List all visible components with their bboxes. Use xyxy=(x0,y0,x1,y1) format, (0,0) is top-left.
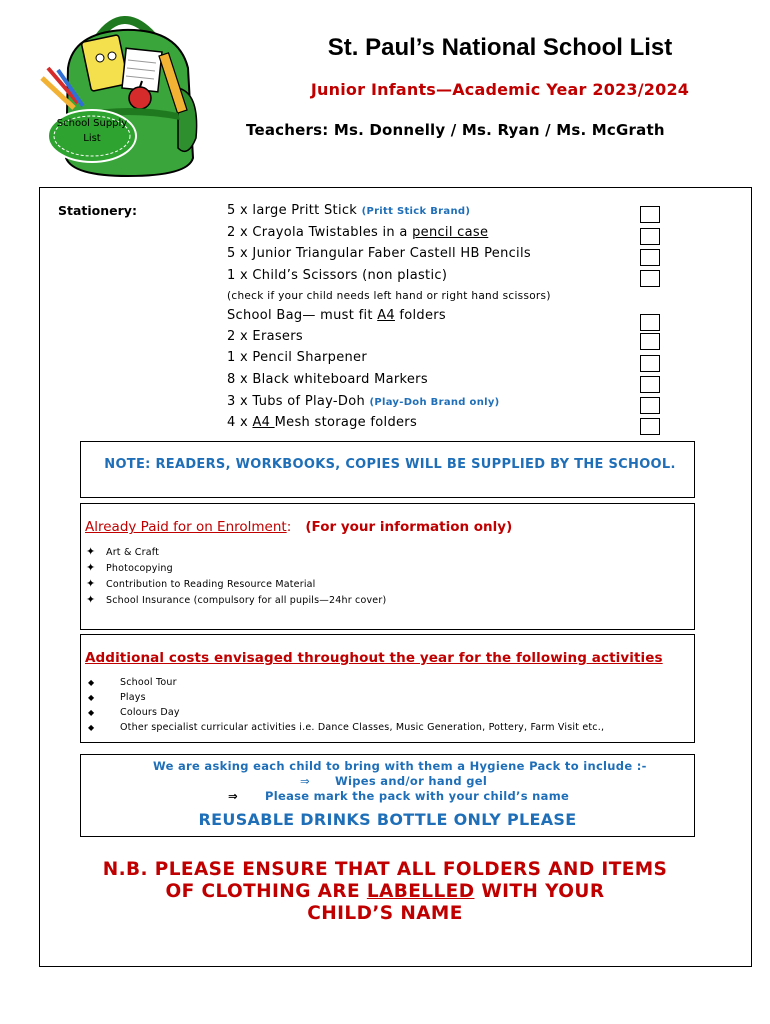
hygiene-text: Please mark the pack with your child’s name xyxy=(265,789,570,803)
arrow-right-icon: ⇒ xyxy=(228,789,238,803)
paid-heading xyxy=(85,519,512,535)
item-text: 2 x Erasers xyxy=(227,329,303,344)
item-checkbox[interactable] xyxy=(640,355,660,372)
star-bullet-icon: ✦ xyxy=(86,593,96,606)
list-item xyxy=(86,545,159,558)
list-item xyxy=(227,350,367,365)
note-text: NOTE: READERS, WORKBOOKS, COPIES WILL BE SUPPLIED BY THE SCHOOL. xyxy=(104,457,676,472)
list-item xyxy=(227,308,446,323)
list-item xyxy=(227,394,500,409)
item-checkbox[interactable] xyxy=(640,270,660,287)
item-text: School Bag— must fit xyxy=(227,308,378,323)
list-item xyxy=(86,593,386,606)
item-brand: (Pritt Stick Brand) xyxy=(361,206,471,217)
item-text: Art & Craft xyxy=(106,547,160,558)
item-text: School Tour xyxy=(120,677,177,688)
list-item xyxy=(227,415,417,430)
paid-heading-colon: : xyxy=(286,519,292,535)
list-item xyxy=(227,268,447,283)
list-item xyxy=(86,577,316,590)
class-subtitle: Junior Infants—Academic Year 2023/2024 xyxy=(310,80,690,99)
nb-text: WITH YOUR xyxy=(474,881,605,902)
item-text: 3 x Tubs of Play-Doh xyxy=(227,394,366,409)
item-text: 5 x large Pritt Stick xyxy=(227,203,358,218)
diamond-bullet-icon: ◆ xyxy=(88,708,95,717)
logo-badge-text xyxy=(42,116,142,146)
item-checkbox[interactable] xyxy=(640,314,660,331)
item-text: 4 x xyxy=(227,415,253,430)
hygiene-line-1 xyxy=(300,774,487,788)
item-text: Photocopying xyxy=(106,563,173,574)
item-underlined: A4 xyxy=(252,415,275,430)
item-text: Mesh storage folders xyxy=(274,415,418,430)
star-bullet-icon: ✦ xyxy=(86,545,96,558)
item-checkbox[interactable] xyxy=(640,397,660,414)
item-text: 1 x Pencil Sharpener xyxy=(227,350,367,365)
nb-line-1: N.B. PLEASE ENSURE THAT ALL FOLDERS AND ITEMS xyxy=(102,859,668,880)
nb-line-3: CHILD’S NAME xyxy=(307,903,463,924)
item-text: 2 x Crayola Twistables in a xyxy=(227,225,413,240)
nb-text: OF CLOTHING ARE xyxy=(165,881,367,902)
diamond-bullet-icon: ◆ xyxy=(88,723,95,732)
diamond-bullet-icon: ◆ xyxy=(88,693,95,702)
stationery-label: Stationery: xyxy=(58,203,137,218)
additional-heading: Additional costs envisaged throughout the year for the following activities xyxy=(85,650,663,666)
item-checkbox[interactable] xyxy=(640,249,660,266)
list-item xyxy=(88,722,604,733)
item-text: folders xyxy=(394,308,446,323)
hygiene-line-2 xyxy=(228,789,569,803)
list-item xyxy=(227,246,531,261)
item-text: School Insurance (compulsory for all pupils—24hr cover) xyxy=(106,595,387,606)
logo-line-2: List xyxy=(83,133,101,144)
logo-line-1: School Supply xyxy=(56,118,128,129)
reusable-bottle-notice: REUSABLE DRINKS BOTTLE ONLY PLEASE xyxy=(198,810,577,829)
list-item xyxy=(227,372,428,387)
item-underlined: A4 xyxy=(377,308,395,323)
item-underlined: pencil case xyxy=(412,225,489,240)
list-item xyxy=(88,677,177,688)
item-text: (check if your child needs left hand or right hand scissors) xyxy=(227,290,551,302)
item-checkbox[interactable] xyxy=(640,228,660,245)
list-item xyxy=(227,329,303,344)
list-item xyxy=(88,692,146,703)
nb-underlined: LABELLED xyxy=(366,881,475,902)
arrow-right-icon: ⇒ xyxy=(300,774,310,788)
item-checkbox[interactable] xyxy=(640,333,660,350)
hygiene-intro: We are asking each child to bring with them a Hygiene Pack to include :- xyxy=(153,759,647,773)
list-item xyxy=(227,203,470,218)
page-title: St. Paul’s National School List xyxy=(327,34,673,61)
teachers-line: Teachers: Ms. Donnelly / Ms. Ryan / Ms. McGrath xyxy=(246,121,665,139)
nb-line-2 xyxy=(60,881,710,903)
item-brand: (Play-Doh Brand only) xyxy=(369,397,500,408)
nb-notice xyxy=(60,859,710,925)
school-bag-logo xyxy=(28,8,218,183)
list-item-note xyxy=(227,290,551,302)
item-checkbox[interactable] xyxy=(640,376,660,393)
paid-heading-title: Already Paid for on Enrolment xyxy=(85,519,287,535)
item-text: Other specialist curricular activities i.e. Dance Classes, Music Generation, Pottery, Farm Visit etc., xyxy=(120,722,605,733)
item-checkbox[interactable] xyxy=(640,206,660,223)
item-text: Plays xyxy=(120,692,146,703)
item-checkbox[interactable] xyxy=(640,418,660,435)
list-item xyxy=(86,561,173,574)
list-item xyxy=(88,707,180,718)
hygiene-text: Wipes and/or hand gel xyxy=(335,774,488,788)
item-text: 1 x Child’s Scissors (non plastic) xyxy=(227,268,448,283)
star-bullet-icon: ✦ xyxy=(86,561,96,574)
star-bullet-icon: ✦ xyxy=(86,577,96,590)
paid-heading-info: (For your information only) xyxy=(305,519,513,535)
diamond-bullet-icon: ◆ xyxy=(88,678,95,687)
item-text: Colours Day xyxy=(120,707,180,718)
item-text: 5 x Junior Triangular Faber Castell HB Pencils xyxy=(227,246,531,261)
list-item xyxy=(227,225,488,240)
item-text: 8 x Black whiteboard Markers xyxy=(227,372,428,387)
item-text: Contribution to Reading Resource Material xyxy=(106,579,316,590)
